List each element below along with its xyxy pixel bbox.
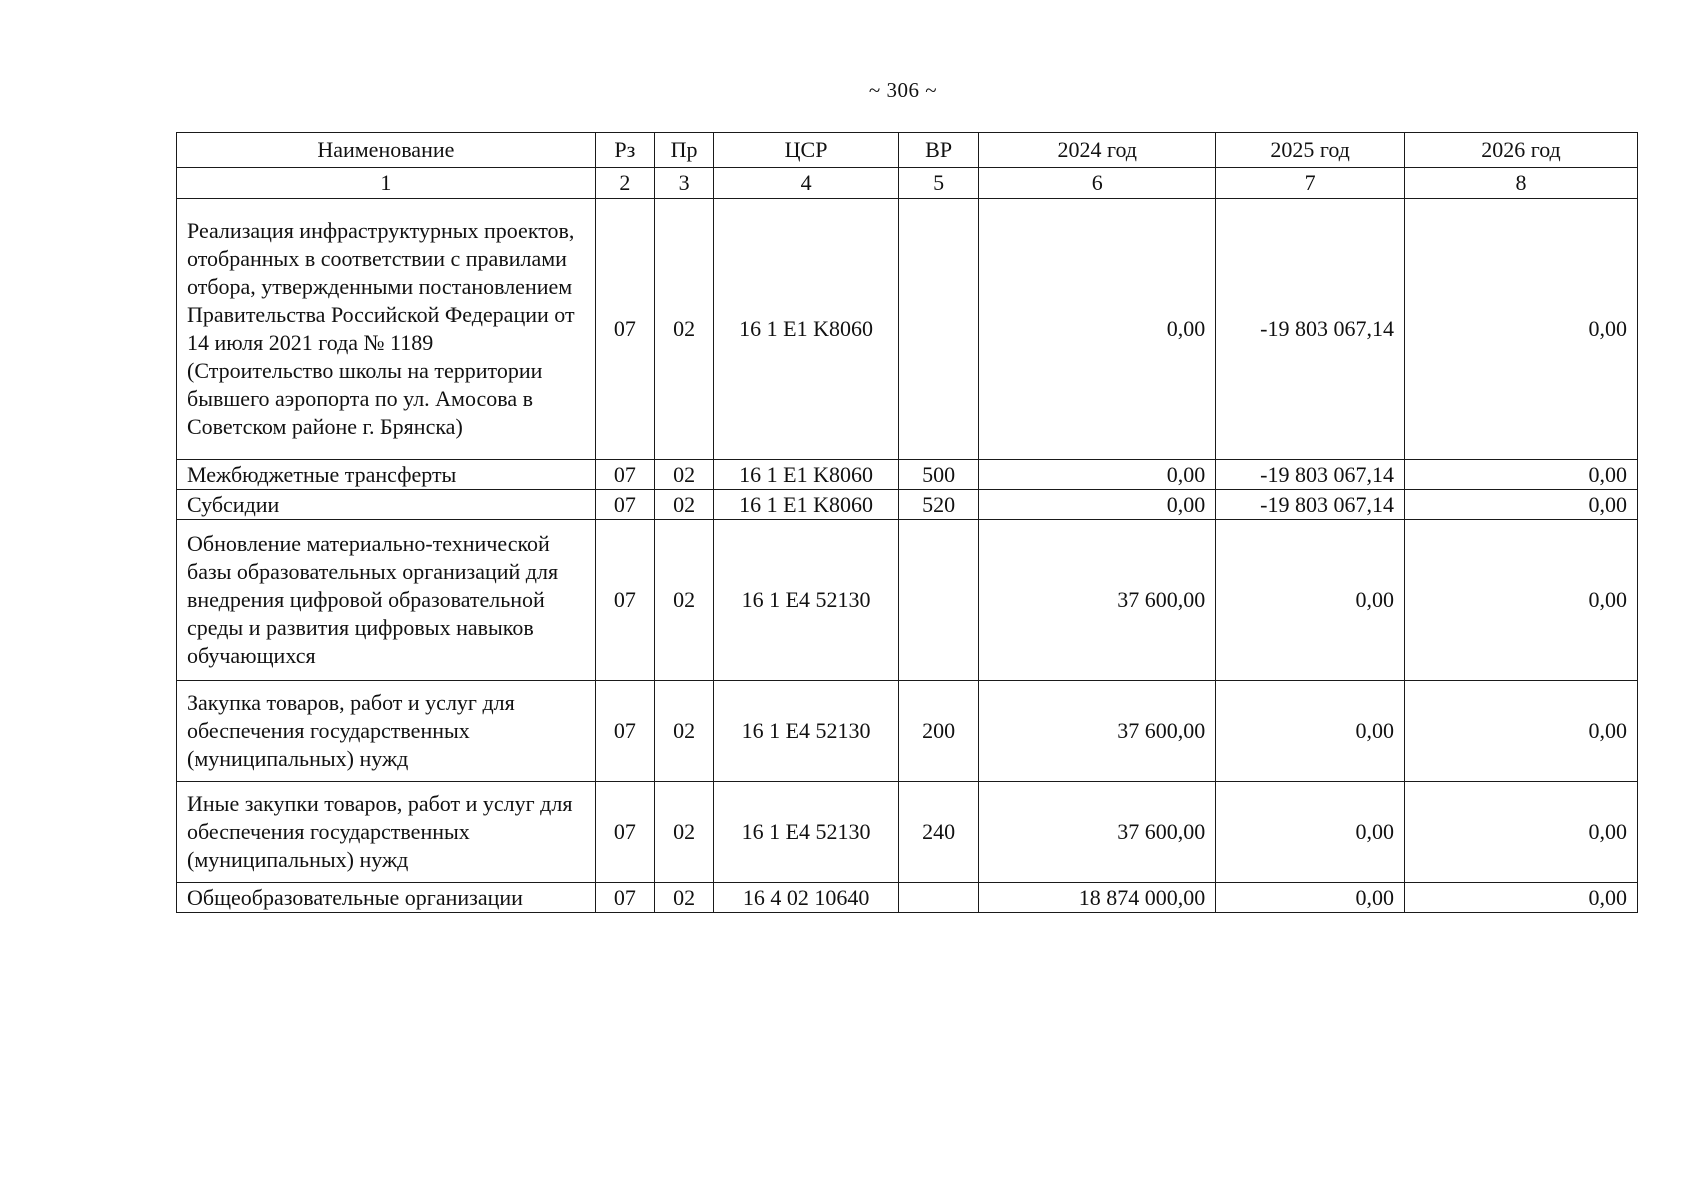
row-csr: 16 1 E1 K8060 [714, 490, 899, 520]
row-name: Межбюджетные трансферты [177, 460, 596, 490]
header-row [177, 133, 1638, 168]
row-2024: 37 600,00 [979, 681, 1216, 782]
row-2025: 0,00 [1216, 520, 1405, 681]
header-vr: ВР [898, 133, 978, 168]
row-pr: 02 [654, 883, 713, 913]
row-vr: 500 [898, 460, 978, 490]
header-2026: 2026 год [1405, 133, 1638, 168]
table-row [177, 681, 1638, 782]
row-2026: 0,00 [1405, 490, 1638, 520]
row-name: Общеобразовательные организации [177, 883, 596, 913]
row-name: Субсидии [177, 490, 596, 520]
header-csr: ЦСР [714, 133, 899, 168]
row-vr: 200 [898, 681, 978, 782]
row-2026: 0,00 [1405, 520, 1638, 681]
row-rz: 07 [595, 782, 654, 883]
row-vr [898, 199, 978, 460]
budget-table [176, 132, 1638, 913]
row-name: Реализация инфраструктурных проектов, отобранных в соответствии с правилами отбора, утвержденными постановлением Правительства Российской Федерации от 14 июля 2021 года № 1189 (Строительство школы на территории бывшего аэропорта по ул. Амосова в Советском районе г. Брянска) [177, 199, 596, 460]
header-rz: Рз [595, 133, 654, 168]
header-pr: Пр [654, 133, 713, 168]
row-pr: 02 [654, 490, 713, 520]
column-number: 3 [654, 168, 713, 199]
column-number: 5 [898, 168, 978, 199]
row-vr [898, 883, 978, 913]
row-2025: -19 803 067,14 [1216, 490, 1405, 520]
column-number: 4 [714, 168, 899, 199]
row-rz: 07 [595, 520, 654, 681]
row-vr: 520 [898, 490, 978, 520]
row-rz: 07 [595, 199, 654, 460]
row-2024: 0,00 [979, 199, 1216, 460]
row-name: Обновление материально-технической базы образовательных организаций для внедрения цифровой образовательной среды и развития цифровых навыков обучающихся [177, 520, 596, 681]
row-pr: 02 [654, 681, 713, 782]
row-csr: 16 1 E1 K8060 [714, 460, 899, 490]
row-2026: 0,00 [1405, 681, 1638, 782]
table-row [177, 782, 1638, 883]
table-row [177, 199, 1638, 460]
row-rz: 07 [595, 460, 654, 490]
row-csr: 16 4 02 10640 [714, 883, 899, 913]
row-vr [898, 520, 978, 681]
row-rz: 07 [595, 883, 654, 913]
row-2026: 0,00 [1405, 782, 1638, 883]
row-2025: 0,00 [1216, 883, 1405, 913]
table-row [177, 883, 1638, 913]
row-vr: 240 [898, 782, 978, 883]
table-row [177, 520, 1638, 681]
row-csr: 16 1 E4 52130 [714, 520, 899, 681]
row-2024: 0,00 [979, 460, 1216, 490]
row-pr: 02 [654, 520, 713, 681]
row-2026: 0,00 [1405, 460, 1638, 490]
column-number: 6 [979, 168, 1216, 199]
row-rz: 07 [595, 681, 654, 782]
row-2024: 37 600,00 [979, 520, 1216, 681]
row-name: Закупка товаров, работ и услуг для обеспечения государственных (муниципальных) нужд [177, 681, 596, 782]
row-2024: 0,00 [979, 490, 1216, 520]
row-2025: 0,00 [1216, 681, 1405, 782]
table-row [177, 460, 1638, 490]
header-name: Наименование [177, 133, 596, 168]
row-2025: -19 803 067,14 [1216, 460, 1405, 490]
row-2026: 0,00 [1405, 199, 1638, 460]
row-rz: 07 [595, 490, 654, 520]
table-row [177, 490, 1638, 520]
row-csr: 16 1 E4 52130 [714, 782, 899, 883]
row-csr: 16 1 E4 52130 [714, 681, 899, 782]
column-number: 7 [1216, 168, 1405, 199]
page-number: ~ 306 ~ [868, 78, 938, 102]
row-2025: 0,00 [1216, 782, 1405, 883]
header-2024: 2024 год [979, 133, 1216, 168]
column-number-row [177, 168, 1638, 199]
row-pr: 02 [654, 199, 713, 460]
row-2026: 0,00 [1405, 883, 1638, 913]
row-pr: 02 [654, 782, 713, 883]
row-pr: 02 [654, 460, 713, 490]
column-number: 8 [1405, 168, 1638, 199]
row-2024: 37 600,00 [979, 782, 1216, 883]
row-2025: -19 803 067,14 [1216, 199, 1405, 460]
column-number: 2 [595, 168, 654, 199]
row-csr: 16 1 E1 K8060 [714, 199, 899, 460]
column-number: 1 [177, 168, 596, 199]
row-2024: 18 874 000,00 [979, 883, 1216, 913]
row-name: Иные закупки товаров, работ и услуг для обеспечения государственных (муниципальных) нужд [177, 782, 596, 883]
header-2025: 2025 год [1216, 133, 1405, 168]
